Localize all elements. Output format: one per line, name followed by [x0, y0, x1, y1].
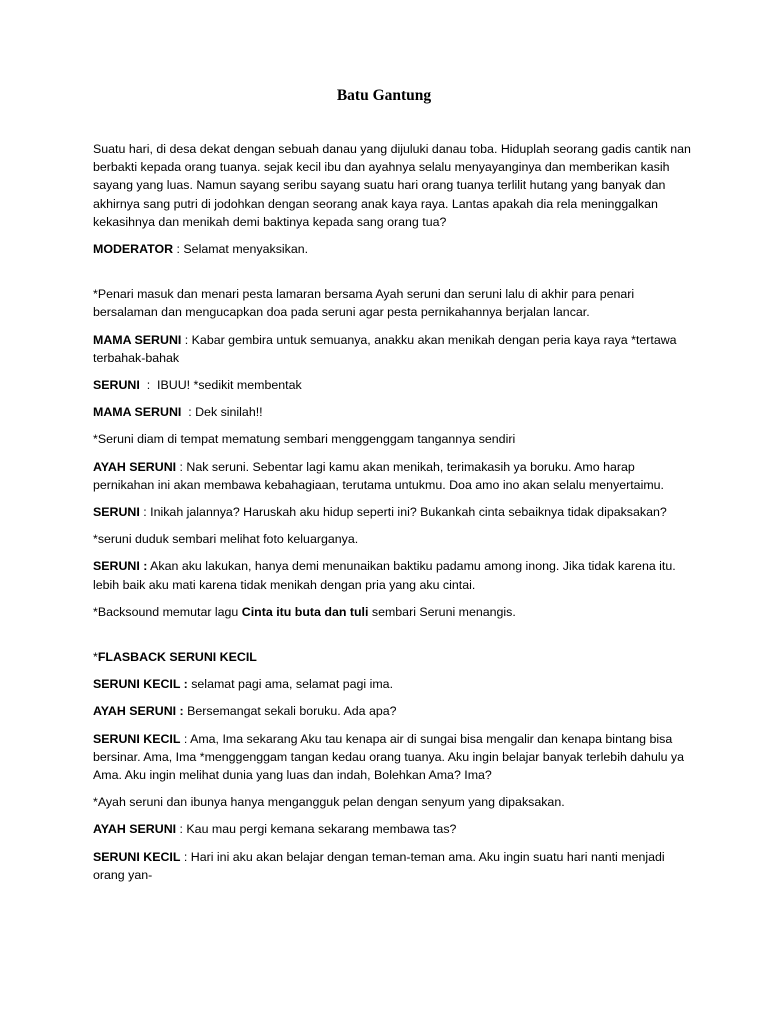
dialogue-text: : Selamat menyaksikan. [173, 242, 309, 257]
stage-direction-text: *seruni duduk sembari melihat foto keluarganya. [93, 532, 359, 547]
scene-heading [93, 648, 693, 666]
stage-direction [93, 603, 693, 621]
stage-direction-text: sembari Seruni menangis. [368, 604, 516, 619]
dialogue-text: : Inikah jalannya? Haruskah aku hidup seperti ini? Bukankah cinta sebaiknya tidak dipaksakan? [139, 505, 667, 520]
stage-direction-text: *Penari masuk dan menari pesta lamaran bersama Ayah seruni dan seruni lalu di akhir para penari bersalaman dan mengucapkan doa pada seruni agar pesta pernikahannya berjalan lancar. [93, 287, 635, 320]
dialogue-line [93, 848, 693, 884]
dialogue-text: selamat pagi ama, selamat pagi ima. [187, 677, 394, 692]
dialogue-text: : Kau mau pergi kemana sekarang membawa tas? [176, 822, 457, 837]
speaker-label: SERUNI KECIL : [93, 677, 188, 692]
dialogue-line [93, 458, 693, 494]
speaker-label: SERUNI KECIL [93, 849, 181, 864]
speaker-label: MAMA SERUNI [93, 332, 182, 347]
dialogue-text: Akan aku lakukan, hanya demi menunaikan baktiku padamu among inong. Jika tidak karena itu. lebih baik aku mati karena tidak menikah dengan pria yang aku cintai. [93, 559, 676, 592]
document-body [93, 140, 693, 893]
stage-direction-text: *Backsound memutar lagu [93, 604, 242, 619]
dialogue-line [93, 503, 693, 521]
dialogue-text: : Kabar gembira untuk semuanya, anakku akan menikah dengan peria kaya raya *tertawa terbahak-bahak [93, 332, 677, 365]
dialogue-line [93, 376, 693, 394]
stage-direction [93, 285, 693, 321]
document-title: Batu Gantung [336, 87, 432, 104]
dialogue-text: : IBUU! *sedikit membentak [139, 378, 302, 393]
speaker-label: SERUNI KECIL [93, 731, 181, 746]
speaker-label: MODERATOR [93, 242, 174, 257]
speaker-label: AYAH SERUNI [93, 822, 177, 837]
stage-direction [93, 530, 693, 548]
stage-direction [93, 793, 693, 811]
speaker-label: MAMA SERUNI [93, 405, 182, 420]
dialogue-line [93, 240, 693, 258]
dialogue-line [93, 557, 693, 593]
dialogue-line [93, 675, 693, 693]
dialogue-text: : Ama, Ima sekarang Aku tau kenapa air di sungai bisa mengalir dan kenapa bintang bisa bersinar. Ama, Ima *menggenggam tangan kedau orang tuanya. Aku ingin belajar banyak terlebih dahulu ya Ama. Aku ingin melihat dunia yang luas dan indah, Bolehkan Ama? Ima? [93, 731, 685, 783]
dialogue-line [93, 331, 693, 367]
dialogue-text: Bersemangat sekali boruku. Ada apa? [183, 704, 397, 719]
dialogue-line [93, 730, 693, 785]
speaker-label: SERUNI [93, 378, 140, 393]
dialogue-text: : Dek sinilah!! [181, 405, 263, 420]
scene-heading-text: FLASBACK SERUNI KECIL [97, 650, 257, 665]
stage-direction-text: *Seruni diam di tempat mematung sembari menggenggam tangannya sendiri [93, 432, 516, 447]
speaker-label: AYAH SERUNI : [93, 704, 184, 719]
song-title: Cinta itu buta dan tuli [241, 604, 369, 619]
dialogue-line [93, 403, 693, 421]
speaker-label: SERUNI [93, 505, 140, 520]
stage-direction-text: *Ayah seruni dan ibunya hanya mengangguk pelan dengan senyum yang dipaksakan. [93, 795, 565, 810]
intro-paragraph [93, 140, 693, 231]
speaker-label: AYAH SERUNI [93, 459, 177, 474]
asterisk-marker: * [93, 650, 98, 665]
stage-direction [93, 430, 693, 448]
dialogue-text: : Hari ini aku akan belajar dengan teman-teman ama. Aku ingin suatu hari nanti menjadi orang yan- [93, 849, 665, 882]
dialogue-line [93, 702, 693, 720]
dialogue-text: : Nak seruni. Sebentar lagi kamu akan menikah, terimakasih ya boruku. Amo harap pernikahan ini akan membawa kebahagiaan, terutama untukmu. Doa amo ino akan selalu menyertaimu. [93, 459, 664, 492]
speaker-label: SERUNI : [93, 559, 148, 574]
paragraph-text: Suatu hari, di desa dekat dengan sebuah danau yang dijuluki danau toba. Hiduplah seorang gadis cantik nan berbakti kepada orang tuanya. sejak kecil ibu dan ayahnya selalu menyayanginya dan memberikan kasih sayang yang luas. Namun sayang seribu sayang suatu hari orang tuanya terlilit hutang yang banyak dan akhirnya sang putri di jodohkan dengan seorang anak kaya raya. Lantas apakah dia rela meninggalkan kekasihnya dan menikah demi baktinya kepada sang orang tua? [93, 142, 691, 229]
dialogue-line [93, 820, 693, 838]
